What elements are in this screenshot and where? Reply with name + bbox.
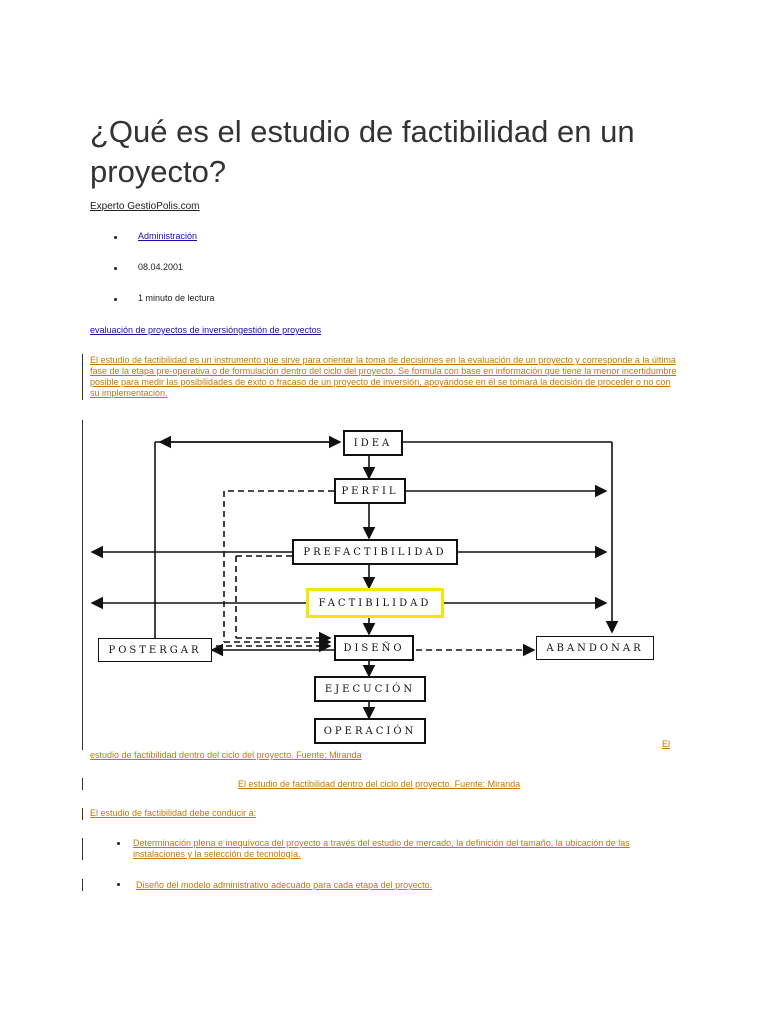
box-ejecucion: EJECUCIÓN xyxy=(314,676,426,702)
category-link[interactable]: Administración xyxy=(138,231,198,241)
intro-paragraph[interactable]: El estudio de factibilidad es un instrumento que sirve para orientar la toma de decisiones en la evaluación de un proyecto y corresponde a la última fase de la etapa pre-operativa o de formulación dentro del ciclo del proyecto. Se formula con base en información que tiene la menor incertidumbre posible para medir las posibilidades de éxito o fracaso de un proyecto de inversión, apoyándose en él se tomará la decisión de proceder o no con su implementación. xyxy=(90,355,677,398)
quote-bar xyxy=(82,808,83,820)
bullet-dot xyxy=(114,236,117,239)
quote-bar xyxy=(82,879,83,891)
quote-bar xyxy=(82,778,83,790)
project-cycle-diagram xyxy=(90,410,670,750)
box-prefactibilidad: PREFACTIBILIDAD xyxy=(292,539,458,565)
figure-trailing-link[interactable]: El xyxy=(662,739,671,749)
quote-bar xyxy=(82,838,83,860)
quote-bar xyxy=(82,354,83,400)
bullet-dot xyxy=(114,267,117,270)
publish-date: 08.04.2001 xyxy=(138,262,184,272)
reading-time: 1 minuto de lectura xyxy=(138,293,215,303)
box-abandonar: ABANDONAR xyxy=(536,636,654,660)
box-diseno: DISEÑO xyxy=(334,635,414,661)
lead-paragraph[interactable]: El estudio de factibilidad debe conducir a: xyxy=(90,808,257,818)
bullet-dot xyxy=(117,883,120,886)
quote-bar xyxy=(82,420,83,750)
point-item-1[interactable]: Determinación plena e inequívoca del proyecto a través del estudio de mercado, la definición del tamaño, la ubicación de las instalaciones y la selección de tecnología. xyxy=(133,838,630,859)
tags-link[interactable]: evaluación de proyectos de inversióngestión de proyectos xyxy=(90,325,322,335)
author-link[interactable]: Experto GestioPolis.com xyxy=(90,201,200,212)
bullet-dot xyxy=(114,298,117,301)
box-postergar: POSTERGAR xyxy=(98,638,212,662)
bullet-dot xyxy=(117,842,120,845)
box-factibilidad: FACTIBILIDAD xyxy=(306,588,444,618)
figure-caption[interactable]: El estudio de factibilidad dentro del ciclo del proyecto. Fuente: Miranda xyxy=(238,779,521,789)
box-operacion: OPERACIÓN xyxy=(314,718,426,744)
point-item-2[interactable]: Diseño del modelo administrativo adecuado para cada etapa del proyecto. xyxy=(136,880,433,890)
figure-caption-inline[interactable]: estudio de factibilidad dentro del ciclo del proyecto. Fuente: Miranda xyxy=(90,750,362,760)
box-idea: IDEA xyxy=(343,430,403,456)
page-title: ¿Qué es el estudio de factibilidad en un proyecto? xyxy=(90,114,635,189)
box-perfil: PERFIL xyxy=(334,478,406,504)
